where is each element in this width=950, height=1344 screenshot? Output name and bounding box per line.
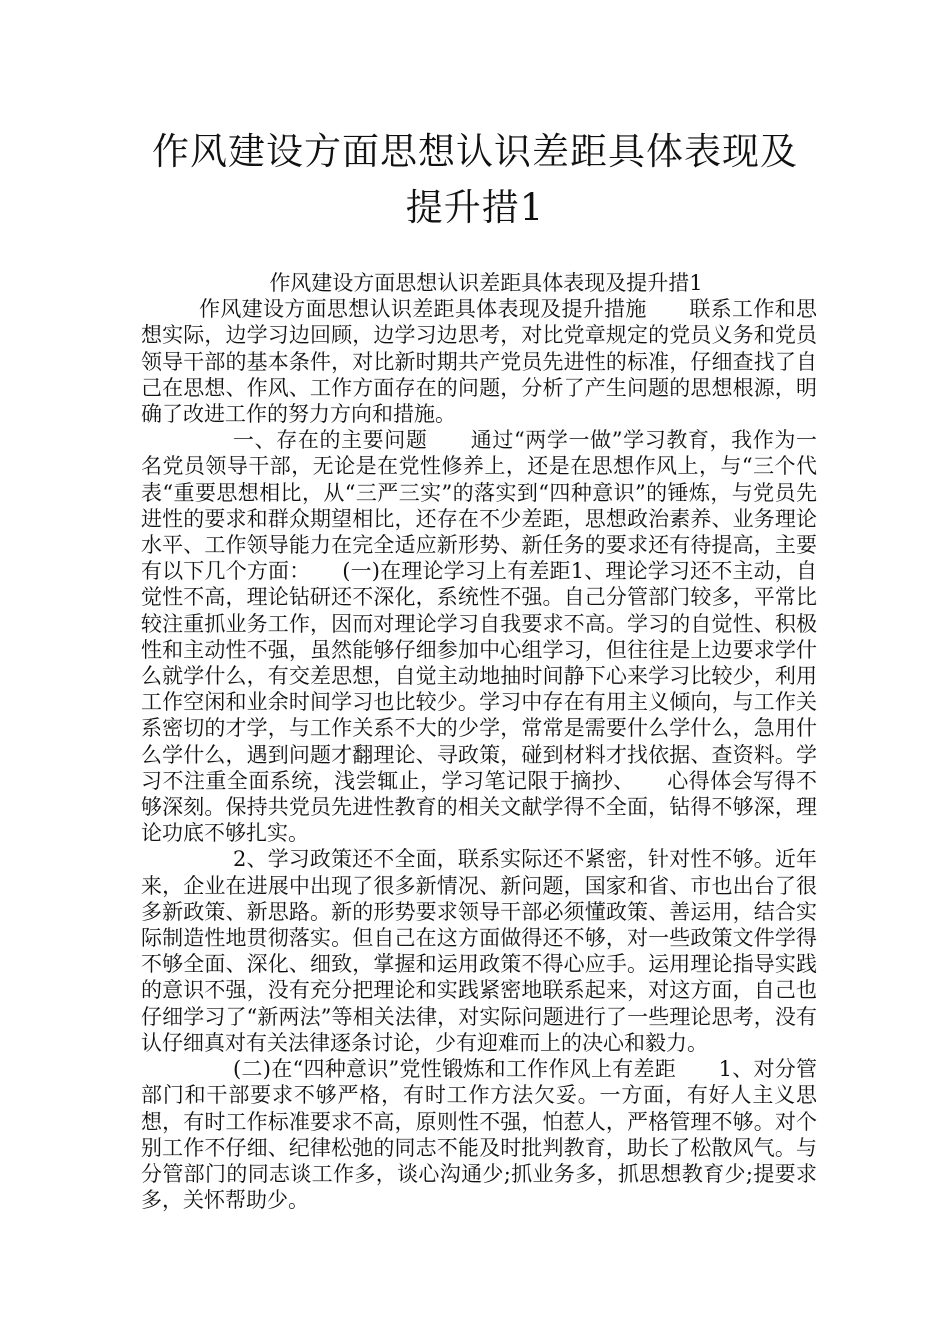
paragraph-main-problems: 一、存在的主要问题 通过“两学一做”学习教育，我作为一名党员领导干部，无论是在党性修养上，还是在思想作风上，与“三个代表“重要思想相比，从“三严三实”的落实到“四种意识”的锤炼，与党员先进性的要求和群众期望相比，还存在不少差距，思想政治素养、业务理论水平、工作领导能力在完全适应新形势、新任务的要求还有待提高，主要有以下几个方面： (一)在理论学习上有差距1、理论学习还不主动，自觉性不高，理论钻研还不深化，系统性不强。自己分管部门较多，平常比较注重抓业务工作，因而对理论学习自我要求不高。学习的自觉性、积极性和主动性不强，虽然能够仔细参加中心组学习，但往往是上边要求学什么就学什么，有交差思想，自觉主动地抽时间静下心来学习比较少，利用工作空闲和业余时间学习也比较少。学习中存在有用主义倾向，与工作关系密切的才学，与工作关系不大的少学，常常是需要什么学什么，急用什么学什么，遇到问题才翻理论、寻政策，碰到材料才找依据、查资料。学习不注重全面系统，浅尝辄止，学习笔记限于摘抄、 心得体会写得不够深刻。保持共党员先进性教育的相关文献学得不全面，钻得不够深，理论功底不够扎实。: [141, 428, 817, 846]
document-body: [141, 270, 817, 1213]
document-title: 作风建设方面思想认识差距具体表现及提升措1: [152, 130, 798, 229]
paragraph-work-style: (二)在“四种意识”党性锻炼和工作作风上有差距 1、对分管部门和干部要求不够严格，有时工作方法欠妥。一方面，有好人主义思想，有时工作标准要求不高，原则性不强，怕惹人，严格管理不够。对个别工作不仔细、纪律松弛的同志不能及时批判教育，助长了松散风气。与分管部门的同志谈工作多，谈心沟通少;抓业务多，抓思想教育少;提要求多，关怀帮助少。: [141, 1057, 817, 1213]
paragraph-intro: 作风建设方面思想认识差距具体表现及提升措施 联系工作和思想实际，边学习边回顾，边学习边思考，对比党章规定的党员义务和党员领导干部的基本条件，对比新时期共产党员先进性的标准，仔细查找了自己在思想、作风、工作方面存在的问题，分析了产生问题的思想根源，明确了改进工作的努力方向和措施。: [141, 297, 817, 427]
paragraph-policy-study: 2、学习政策还不全面，联系实际还不紧密，针对性不够。近年来，企业在进展中出现了很多新情况、新问题，国家和省、市也出台了很多新政策、新思路。新的形势要求领导干部必须懂政策、善运用，结合实际制造性地贯彻落实。但自己在这方面做得还不够，对一些政策文件学得不够全面、深化、细致，掌握和运用政策不得心应手。运用理论指导实践的意识不强，没有充分把理论和实践紧密地联系起来，对这方面，自己也仔细学习了“新两法”等相关法律，对实际问题进行了一些理论思考，没有认仔细真对有关法律逐条讨论，少有迎难而上的决心和毅力。: [141, 847, 817, 1055]
document-subtitle: 作风建设方面思想认识差距具体表现及提升措1: [269, 271, 703, 295]
